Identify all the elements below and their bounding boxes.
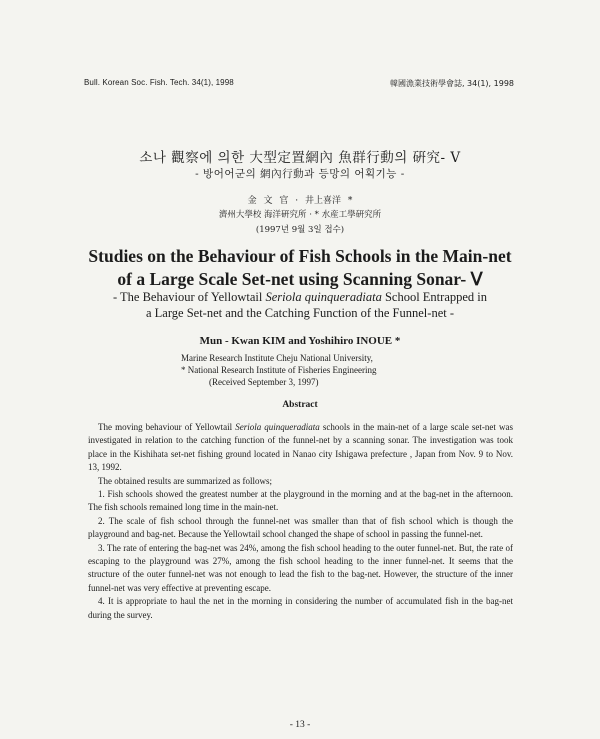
english-subtitle-line-1	[0, 289, 600, 305]
english-title-line-1: Studies on the Behaviour of Fish Schools in the Main-net	[88, 246, 512, 266]
subtitle-text-b: School Entrapped in	[381, 290, 488, 304]
english-authors: Mun - Kwan KIM and Yoshihiro INOUE *	[199, 335, 401, 347]
english-affiliations	[181, 352, 376, 388]
affiliation-1: Marine Research Institute Cheju National University,	[181, 353, 373, 363]
abstract-paragraph-4: 2. The scale of fish school through the funnel-net was smaller than that of fish school which is though the playground and bag-net. Because the Yellowtail school changed the shape of school in passing the funnel-net.	[88, 515, 513, 540]
abstract-p1-text-b: schools in the main-net of a large scale set-net was investigated in relation to the catching function of the funnel-net by a scanning sonar. The investigation was took place in the Kishihata set-net fishing ground located in Nanao city Ishigawa prefecture , Japan from Nov. 9 to Nov. 13, 1992.	[88, 422, 513, 473]
korean-title: 소나 觀察에 의한 大型定置網內 魚群行動의 硏究- Ⅴ	[139, 150, 461, 166]
korean-subtitle: - 방어어군의 網內行動과 등망의 어획기능 -	[195, 168, 405, 180]
english-title	[0, 245, 600, 291]
abstract-paragraph-6: 4. It is appropriate to haul the net in the morning in considering the number of accumulated fish in the bag-net during the survey.	[88, 596, 513, 620]
korean-affiliation: 濟州大學校 海洋硏究所 · * 水産工學硏究所	[218, 210, 382, 220]
korean-received-date: (1997년 9월 3일 접수)	[255, 225, 345, 235]
abstract-species-name: Seriola quinqueradiata	[235, 422, 320, 432]
subtitle-species-name: Seriola quinqueradiata	[265, 290, 382, 304]
abstract-paragraph-2: The obtained results are summarized as follows;	[98, 475, 272, 486]
abstract-paragraph-5: 3. The rate of entering the bag-net was 24%, among the fish school heading to the outer funnel-net. But, the rate of escaping to the playground was 27%, among the fish school heading to the inner funnel-net. It seems that the structure of the outer funnel-net was not enough to lead the fish to the bag-net. However, the structure of the inner funnel-net was very effective at preventing escape.	[88, 542, 513, 593]
abstract-p1-text-a: The moving behaviour of Yellowtail	[98, 422, 236, 432]
english-subtitle	[0, 289, 600, 321]
abstract-body	[88, 421, 513, 622]
abstract-heading: Abstract	[282, 400, 318, 410]
subtitle-text-a: - The Behaviour of Yellowtail	[112, 290, 266, 304]
journal-citation-right: 韓國漁業技術學會誌, 34(1), 1998	[389, 79, 514, 88]
received-date: (Received September 3, 1997)	[209, 377, 319, 387]
abstract-paragraph-3: 1. Fish schools showed the greatest number at the playground in the morning and at the bag-net in the afternoon. The fish schools remained long time in the main-net.	[88, 489, 513, 513]
abstract-paragraph-1	[88, 421, 513, 475]
english-subtitle-line-2: a Large Set-net and the Catching Function of the Funnel-net -	[145, 306, 455, 320]
page-number: - 13 -	[289, 720, 311, 730]
korean-authors: 金 文 官 · 井上喜洋 *	[247, 196, 353, 206]
affiliation-2: * National Research Institute of Fisheries Engineering	[181, 365, 377, 375]
journal-citation-left: Bull. Korean Soc. Fish. Tech. 34(1), 1998	[84, 78, 234, 87]
english-title-line-2: of a Large Scale Set-net using Scanning Sonar- Ⅴ	[117, 269, 483, 289]
